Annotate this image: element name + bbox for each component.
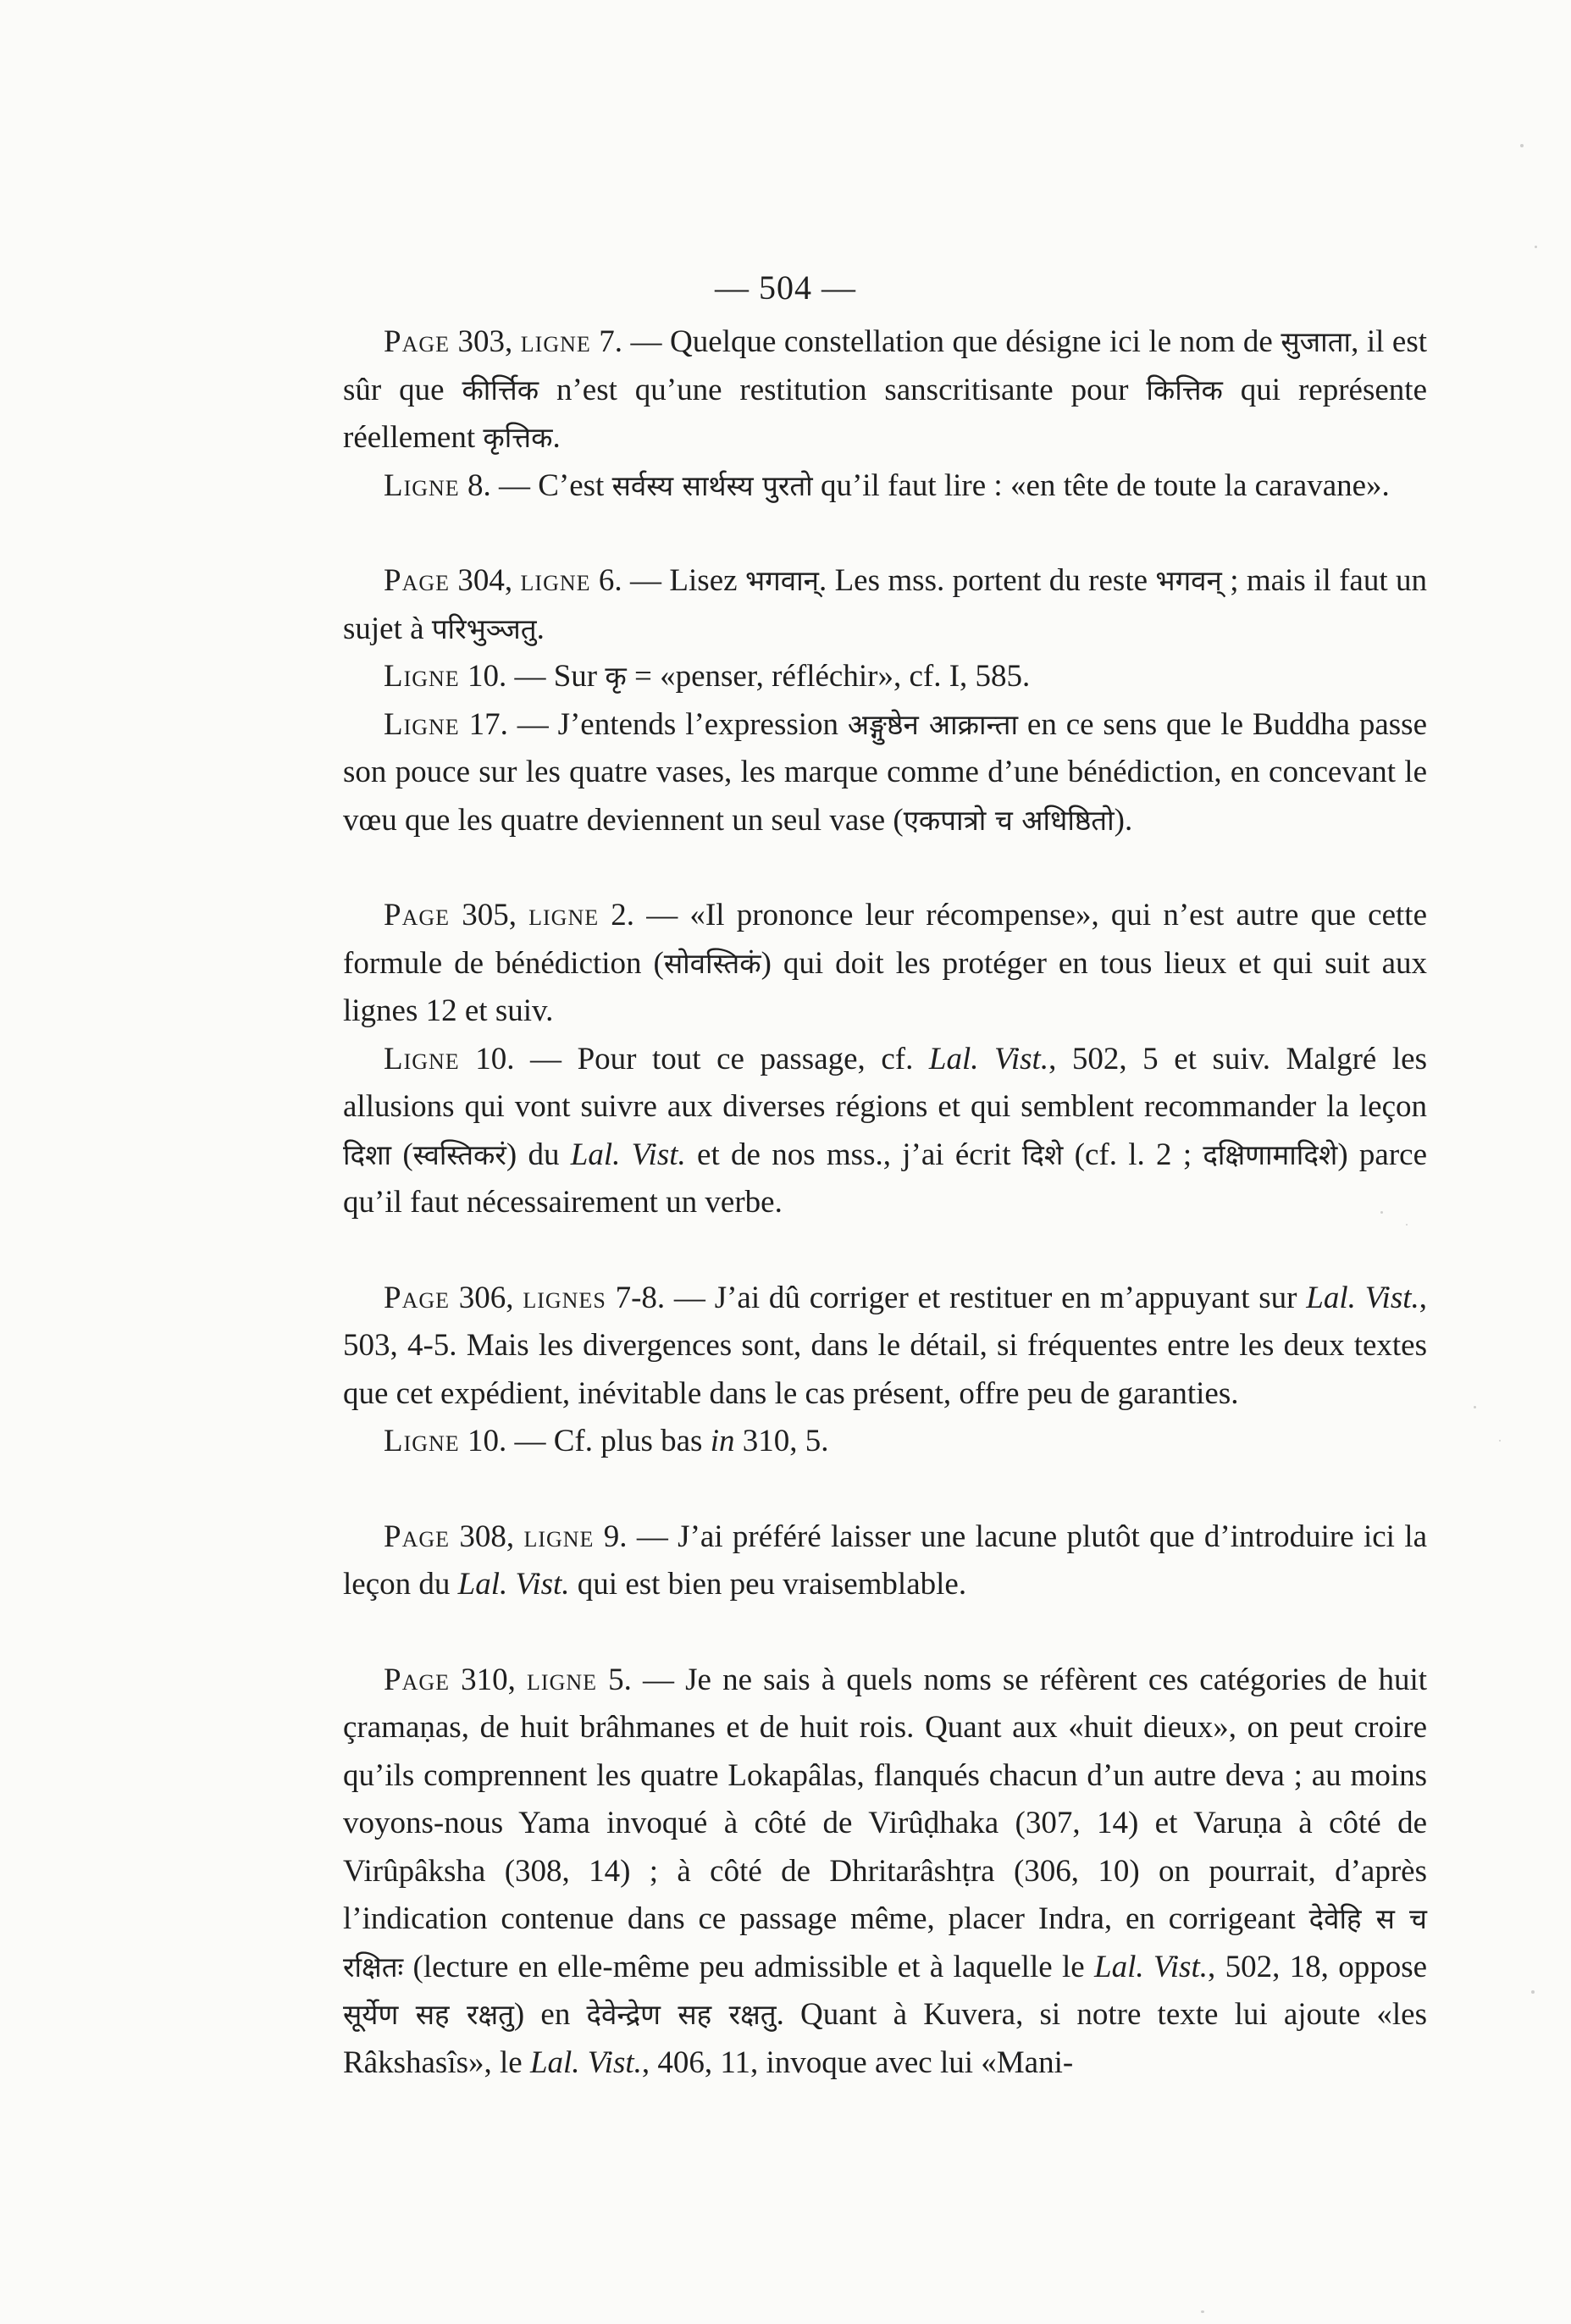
section-gap	[343, 1227, 1427, 1275]
text-run: , 406, 11, invoque avec lui «Mani-	[641, 2045, 1074, 2080]
italic-citation: Lal. Vist.	[1094, 1949, 1208, 1984]
reference-label: Page	[384, 898, 451, 932]
reference-label: Ligne	[384, 1424, 460, 1458]
text-run: 310,	[450, 1662, 528, 1697]
reference-label: Page	[384, 324, 451, 359]
devanagari-term: परिभुञ्जतु	[431, 611, 537, 645]
devanagari-term: कित्तिक	[1146, 373, 1223, 407]
text-run: 2. — «Il prononce leur récompense», qui n’est autre que cette formule de bénédiction (	[343, 898, 1427, 981]
note-paragraph	[343, 557, 1427, 653]
devanagari-term: सूर्येण सह रक्षतु	[343, 1998, 514, 2031]
devanagari-term: स्वस्तिकरं	[412, 1137, 506, 1171]
scan-speckle	[1520, 144, 1524, 147]
devanagari-term: सर्वस्य सार्थस्य पुरतो	[611, 468, 813, 502]
note-paragraph	[343, 1513, 1427, 1609]
note-paragraph	[343, 1418, 1427, 1466]
text-run: ; mais il faut un sujet à	[343, 563, 1428, 646]
page-body	[343, 318, 1427, 2087]
devanagari-term: एकपात्रो च अधिष्ठितो	[903, 803, 1115, 837]
scan-speckle	[1380, 1211, 1383, 1214]
text-run: en ce sens que le Buddha passe son pouce sur les quatre vases, les marque comme d’une bénédiction, en concevant le vœu que les quatre deviennent un seul vase (	[343, 706, 1428, 838]
reference-label: Ligne	[384, 468, 460, 503]
text-run: , 502, 18, oppose	[1208, 1949, 1428, 1984]
text-run: 303,	[450, 324, 521, 359]
text-run: et de nos mss., j’ai écrit	[685, 1137, 1022, 1172]
devanagari-term: देवेहि स च रक्षितः	[343, 1902, 1427, 1984]
scan-speckle	[1474, 1406, 1476, 1408]
text-run: (cf. l. 2 ;	[1063, 1137, 1203, 1172]
italic-citation: Lal. Vist.	[529, 2045, 642, 2080]
text-run: , 502, 5 et suiv. Malgré les allusions qui vont suivre aux diverses régions et qui semblent recommander la leçon	[343, 1041, 1427, 1124]
reference-label: Page	[384, 1519, 451, 1554]
text-run: 305,	[450, 898, 529, 932]
text-run: 8. — C’est	[459, 468, 612, 503]
reference-label: ligne	[520, 563, 591, 598]
text-run: qu’il faut lire : «en tête de toute la caravane».	[812, 468, 1390, 503]
scan-speckle	[1499, 1440, 1501, 1441]
devanagari-term: सोवस्तिकं	[663, 946, 761, 980]
text-run: 7. — Quelque constellation que désigne ici le nom de	[590, 324, 1281, 359]
text-run: 10. — Cf. plus bas	[459, 1424, 711, 1458]
devanagari-term: कीर्त्तिक	[462, 373, 539, 407]
reference-label: Ligne	[384, 1041, 460, 1076]
devanagari-term: कृत्तिक	[483, 421, 553, 454]
text-run: .	[536, 611, 545, 646]
text-run: 306,	[450, 1280, 523, 1315]
text-run: 9. — J’ai préféré laisser une lacune plutôt que d’introduire ici la leçon du	[343, 1519, 1427, 1602]
text-run: n’est qu’une restitution sanscritisante pour	[539, 372, 1147, 407]
italic-citation: Lal. Vist.	[570, 1137, 686, 1172]
italic-citation: Lal. Vist.	[1306, 1280, 1419, 1315]
italic-citation: Lal. Vist.	[457, 1567, 570, 1602]
text-run: , il est sûr que	[343, 324, 1428, 407]
note-paragraph	[343, 318, 1427, 462]
text-run: 7-8. — J’ai dû corriger et restituer en m’appuyant sur	[606, 1280, 1307, 1315]
text-run: . Quant à Kuvera, si notre texte lui ajoute «les Râkshasîs», le	[343, 1997, 1428, 2080]
text-run: ) parce qu’il faut nécessairement un verbe.	[343, 1137, 1428, 1220]
devanagari-term: सुजाता	[1281, 325, 1352, 358]
reference-label: lignes	[523, 1280, 606, 1315]
devanagari-term: कृ	[605, 660, 627, 693]
reference-label: ligne	[527, 1662, 598, 1697]
text-run: 10. — Sur	[459, 659, 606, 694]
text-run: qui est bien peu vraisemblable.	[569, 1567, 967, 1602]
note-paragraph	[343, 462, 1427, 511]
note-paragraph	[343, 1657, 1427, 2088]
text-run: ) qui doit les protéger en tous lieux et qui suit aux lignes 12 et suiv.	[343, 945, 1427, 1028]
note-paragraph	[343, 701, 1427, 845]
text-run: (lecture en elle-même peu admissible et à laquelle le	[403, 1949, 1094, 1984]
section-gap	[343, 844, 1427, 892]
scan-speckle	[1201, 2310, 1204, 2313]
text-run: . Les mss. portent du reste	[818, 563, 1156, 598]
reference-label: Ligne	[384, 659, 460, 694]
devanagari-term: दक्षिणामादिशे	[1203, 1137, 1338, 1171]
devanagari-term: दिशे	[1021, 1137, 1064, 1171]
text-run: 6. — Lisez	[590, 563, 745, 598]
text-run: 17. — J’entends l’expression	[459, 706, 848, 742]
devanagari-term: देवेन्द्रेण सह रक्षतु	[586, 1998, 777, 2031]
text-run: 310, 5.	[734, 1424, 829, 1458]
reference-label: ligne	[523, 1519, 595, 1554]
text-run: (	[391, 1137, 413, 1172]
section-gap	[343, 1609, 1427, 1657]
text-run: ) du	[506, 1137, 571, 1172]
text-run: 308,	[450, 1519, 524, 1554]
section-gap	[343, 510, 1427, 557]
reference-label: Page	[384, 563, 451, 598]
note-paragraph	[343, 653, 1427, 701]
devanagari-term: भगवान्	[744, 564, 819, 597]
scan-speckle	[1535, 246, 1537, 248]
reference-label: Page	[384, 1662, 451, 1697]
text-run: ).	[1114, 802, 1133, 838]
reference-label: Page	[384, 1280, 451, 1315]
text-run: 5. — Je ne sais à quels noms se réfèrent ces catégories de huit çramaṇas, de huit brâhmanes et de huit rois. Quant aux «huit dieux», on peut croire qu’ils comprennent les quatre Lokapâlas, flanqués chacun d’un autre deva ; au moins voyons-nous Yama invoqué à côté de Virûḍhaka (307, 14) et Varuṇa à côté de Virûpâksha (308, 14) ; à côté de Dhritarâshṭra (306, 10) on pourrait, d’après l’indication contenue dans ce passage même, placer Indra, en corrigeant	[343, 1662, 1428, 1936]
scan-speckle	[1406, 1224, 1408, 1226]
text-run: ) en	[513, 1997, 587, 2032]
devanagari-term: दिशा	[343, 1137, 392, 1171]
text-run: qui représente réellement	[343, 372, 1427, 455]
reference-label: ligne	[528, 898, 600, 932]
text-run: 304,	[450, 563, 521, 598]
text-run: 10. — Pour tout ce passage, cf.	[459, 1041, 929, 1076]
scan-speckle	[1531, 1990, 1535, 1994]
page-number-header: — 504 —	[715, 268, 856, 307]
text-run: , 503, 4-5. Mais les divergences sont, dans le détail, si fréquentes entre les deux textes que cet expédient, inévitable dans le cas présent, offre peu de garanties.	[343, 1280, 1428, 1411]
reference-label: Ligne	[384, 706, 460, 742]
text-run: = «penser, réfléchir», cf. I, 585.	[626, 659, 1031, 694]
note-paragraph	[343, 1275, 1427, 1419]
note-paragraph	[343, 892, 1427, 1036]
italic-citation: in	[710, 1424, 735, 1458]
section-gap	[343, 1466, 1427, 1513]
italic-citation: Lal. Vist.	[928, 1041, 1049, 1076]
note-paragraph	[343, 1036, 1427, 1227]
text-run: .	[552, 420, 561, 455]
reference-label: ligne	[520, 324, 591, 359]
devanagari-term: अङ्गुष्ठेन आक्रान्ता	[847, 707, 1019, 741]
devanagari-term: भगवन्	[1155, 564, 1222, 597]
